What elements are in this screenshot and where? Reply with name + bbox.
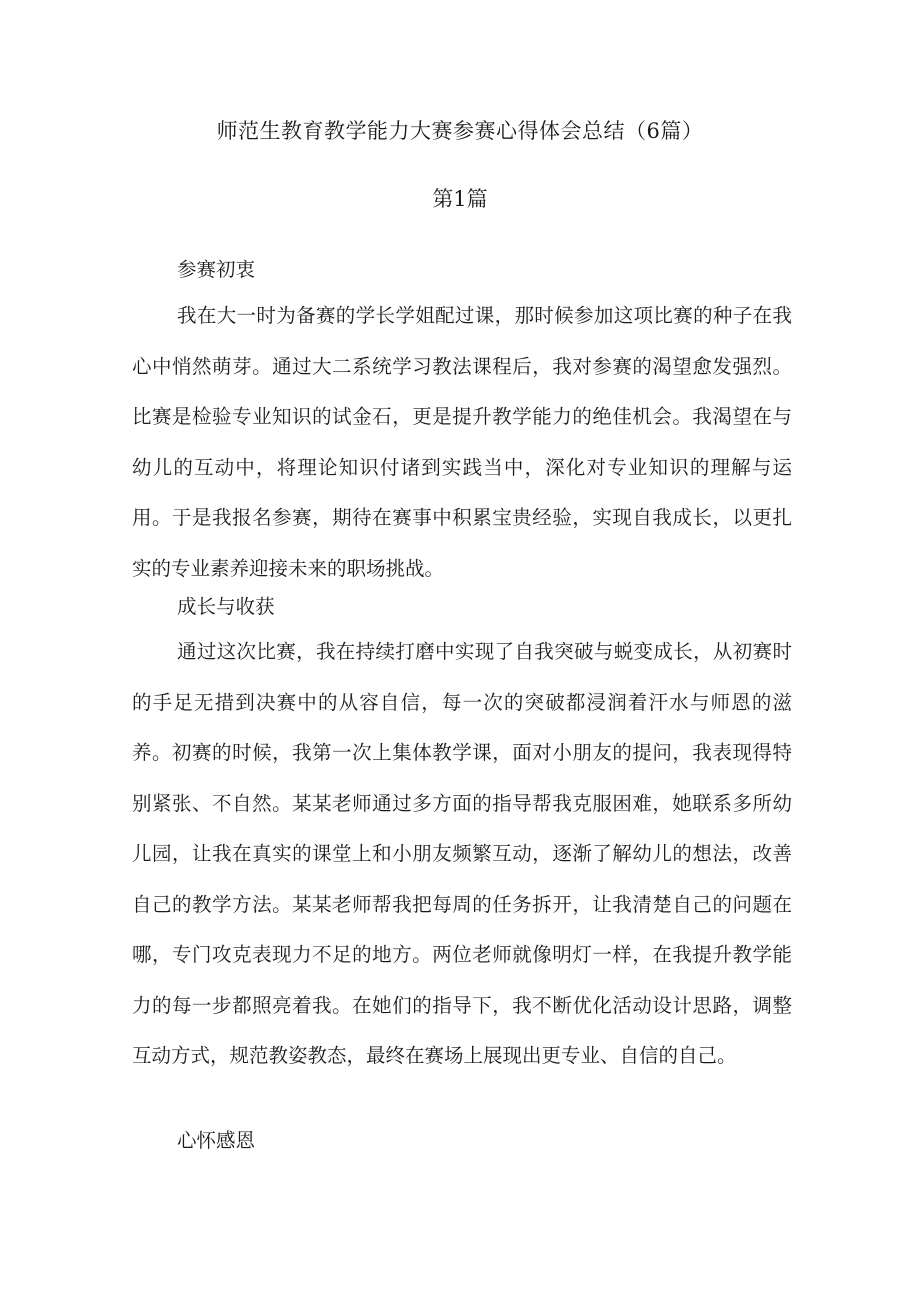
paragraph-growth: 通过这次比赛，我在持续打磨中实现了自我突破与蜕变成长，从初赛时的手足无措到决赛中的从容自信，每一次的突破都浸润着汗水与师恩的滋养。初赛的时候，我第一次上集体教学课，面对小朋友的提问，我表现得特别紧张、不自然。某某老师通过多方面的指导帮我克服困难，她联系多所幼儿园，让我在真实的课堂上和小朋友频繁互动，逐渐了解幼儿的想法，改善自己的教学方法。某某老师帮我把每周的任务拆开，让我清楚自己的问题在哪，专门攻克表现力不足的地方。两位老师就像明灯一样，在我提升教学能力的每一步都照亮着我。在她们的指导下，我不断优化活动设计思路，调整互动方式，规范教姿教态，最终在赛场上展现出更专业、自信的自己。: [132, 640, 792, 1067]
section-heading-motivation: 参赛初衷: [177, 258, 256, 281]
part-title: 第1篇: [432, 187, 488, 211]
document-title: 师范生教育教学能力大赛参赛心得体会总结（6篇）: [216, 119, 704, 143]
section-heading-gratitude: 心怀感恩: [177, 1129, 256, 1152]
paragraph-motivation: 我在大一时为备赛的学长学姐配过课，那时候参加这项比赛的种子在我心中悄然萌芽。通过大二系统学习教法课程后，我对参赛的渴望愈发强烈。比赛是检验专业知识的试金石，更是提升教学能力的绝佳机会。我渴望在与幼儿的互动中，将理论知识付诸到实践当中，深化对专业知识的理解与运用。于是我报名参赛，期待在赛事中积累宝贵经验，实现自我成长，以更扎实的专业素养迎接未来的职场挑战。: [132, 304, 792, 580]
section-heading-growth: 成长与收获: [177, 595, 275, 618]
